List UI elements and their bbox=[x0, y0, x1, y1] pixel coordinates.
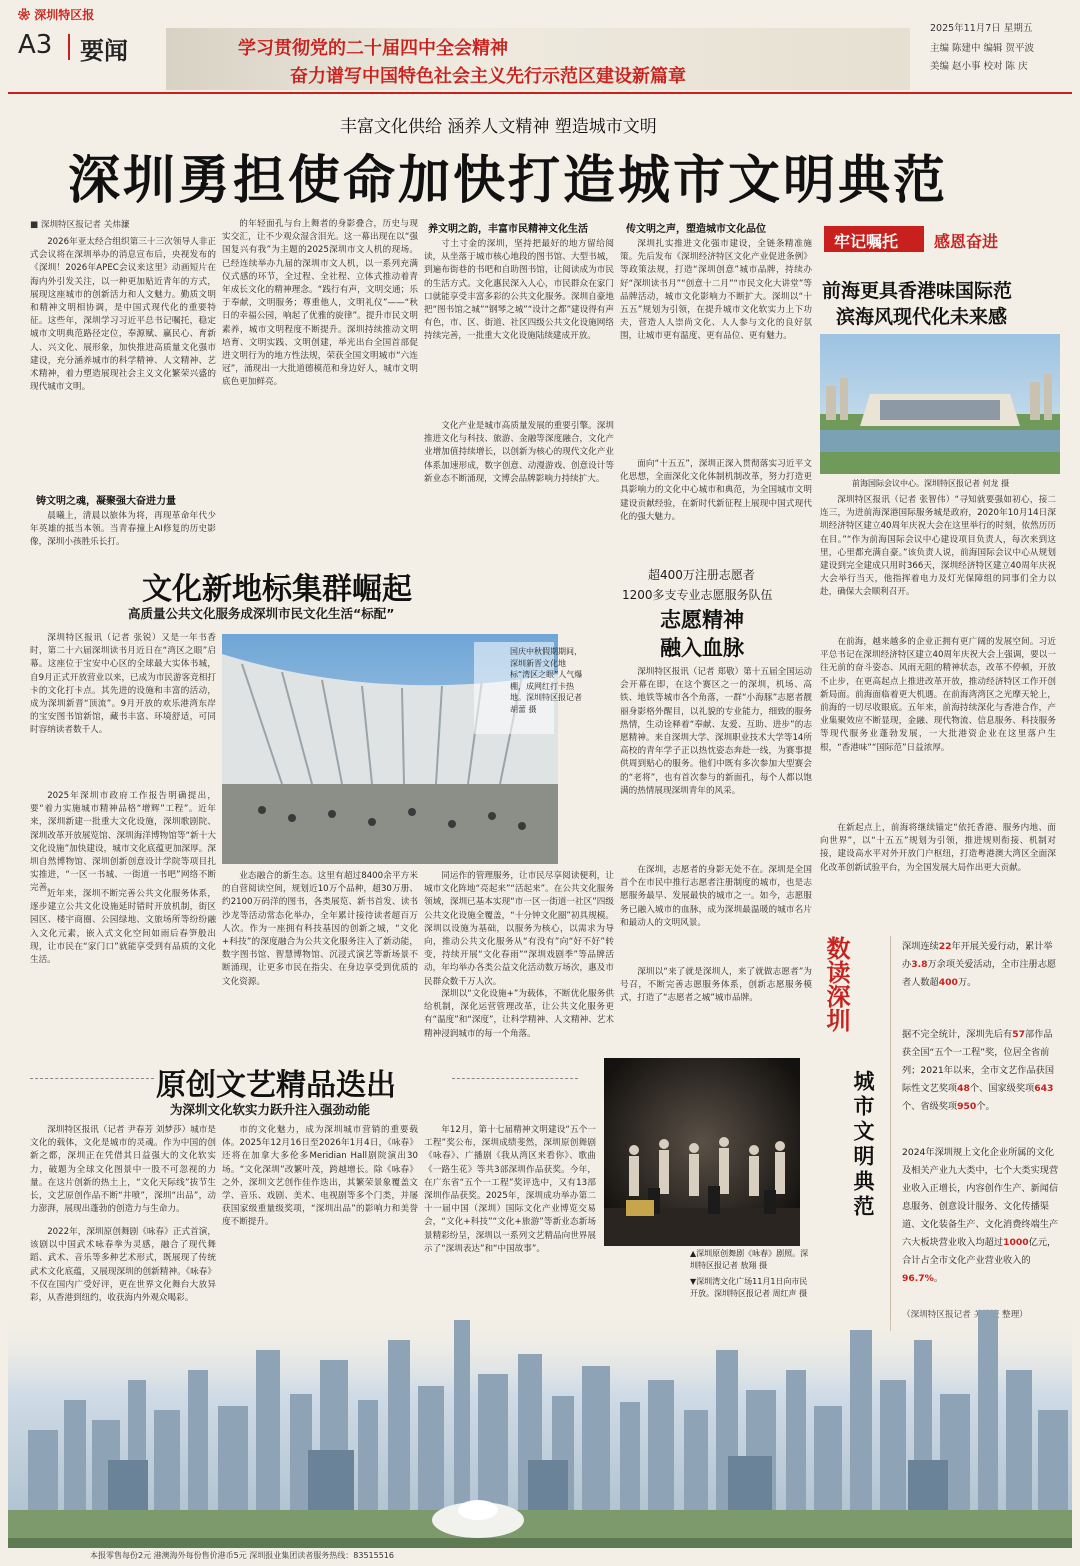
s4-caption2: ▼深圳湾文化广场11月1日向市民开放。深圳特区报记者 周红声 摄 bbox=[690, 1277, 808, 1298]
rail-tag1: 牢记嘱托 bbox=[834, 232, 899, 251]
lead-sub2: 养文明之韵，丰富市民精神文化生活 bbox=[428, 224, 588, 235]
section-name: 要闻 bbox=[80, 37, 128, 65]
qianhai-photo-svg bbox=[820, 334, 1060, 474]
stat1-volunteers: 400 bbox=[938, 977, 958, 988]
rail-tag2: 感恩奋进 bbox=[934, 232, 999, 251]
shudu-divider bbox=[890, 936, 891, 1331]
shudu-vertical-title: 城市文明典范 bbox=[851, 1070, 875, 1220]
s2-col1c: 近年来，深圳不断完善公共文化服务体系，逐步建立公共文化设施延时错时开放机制，街区园区、楼宇商圈、公园绿地、文旅场所等纷纷融入文化元素，嵌入式文化空间如雨后春笋般出现，让市民在“家门口”就能享受到有品质的文化生活。 bbox=[30, 889, 216, 966]
stat2-works: 57 bbox=[1012, 1029, 1026, 1040]
stat2-national: 643 bbox=[1034, 1083, 1054, 1094]
s2-col1: 深圳特区报讯（记者 张锐）又是一年书香时，第二十六届深圳读书月近日在“湾区之眼”启幕。这座位于宝安中心区的全球最大实体书城，自9月正式开放营业以来，已成为市民游客竞相打卡的文化打卡点。其先进的设施和丰富的活动，成为深圳新晋“顶流”。9月开放的欢乐港湾东岸的宝安图书馆新馆，藏书丰富、环境舒适，可同时容纳读者数千人。 bbox=[30, 633, 216, 736]
s3-title2: 融入血脉 bbox=[660, 636, 744, 660]
yongchun-photo-svg bbox=[604, 1058, 800, 1246]
issue-date: 2025年11月7日 星期五 bbox=[930, 23, 1033, 34]
editors-line1: 主编 陈建中 编辑 贺平波 bbox=[930, 43, 1035, 54]
stat2-intl: 48 bbox=[957, 1083, 970, 1094]
lead-col2: 的年轻面孔与台上舞者的身影叠合，历史与现实交汇，让不少观众湿含泪光。这一幕出现在以“强国复兴有我”为主题的2025深圳市文人机的现场。已经连续举办九届的深圳市文人机，以一系列充满仪式感的环节，全过程、全社程、立体式推动着青年成长文化的精神理念。“践行有声，文明交通；乐于奉献，文明服务；尊重他人，文明礼仪”——“秋日的幸福公园，响起了优雅的旋律”。提升市民文明素养，城市文明程度不断提升。深圳持续推动文明培育、文明实践、文明创建，举光出台全国首部促进文明行为的地方性法规，荣获全国文明城市“六连冠”，涌现出一大批道德模范和身边好人，城市文明底色更加鲜亮。 bbox=[222, 219, 418, 388]
rail-body3: 在新起点上，前海将继续锚定“依托香港、服务内地、面向世界”，以“十五五”规划为引领，推进规则衔接、机制对接，建设高水平对外开放门户枢纽，打造粤港澳大湾区全面深化改革创新试验平台，为全国发展大局作出更大贡献。 bbox=[820, 823, 1056, 873]
stat1-activities: 3.8 bbox=[911, 959, 928, 970]
s4-rule-left bbox=[30, 1078, 154, 1079]
lead-col4b: 面向“十五五”，深圳正深入贯彻落实习近平文化思想，全面深化文化体制机制改革，努力打造更具影响力的文化中心城市和典范，为全国城市文明建设贡献经验，在新时代新征程上展现中国式现代化的强大魅力。 bbox=[620, 459, 812, 522]
lead-sub1: 铸文明之魂，凝聚强大奋进力量 bbox=[36, 496, 176, 507]
shudu-tag: 数读深圳 bbox=[822, 936, 850, 1032]
s2-col2: 业态融合的新生态。这里有超过8400余平方米的自营阅读空间，规划近10万个品种，超30万册、约2100万码洋的图书，各类展览、新书首发、读书沙龙等活动常态化举办，全年累计接待读者超百万人次。作为一座拥有科技基因的创新之城，“文化+科技”的深度融合为公共文化服务注入了新动能，数字图书馆、智慧博物馆、沉浸式演艺等新场景不断涌现，让更多市民在指尖、在身边享受到优质的文化资源。 bbox=[222, 871, 418, 987]
s2-title: 文化新地标集群崛起 bbox=[142, 572, 412, 607]
lead-col3: 寸土寸金的深圳，坚持把最好的地方留给阅读，从坐落于城市核心地段的图书馆、大型书城，到遍布街巷的书吧和自助图书馆，让阅读成为市民的生活方式。文化惠民深入人心，市民群众在家门口就能享受丰富多彩的公共文化服务。深圳自豪地把“图书馆之城”“钢琴之城”“设计之都”建设得有声有色，市、区、街道、社区四级公共文化设施网络持续完善，一批重大文化设施陆续建成开放。 bbox=[424, 239, 614, 342]
bay-eye-photo bbox=[222, 634, 558, 864]
stat1-end: 万。 bbox=[957, 977, 977, 988]
s4-col2: 市的文化魅力，成为深圳城市营销的重要载体。2025年12月16日至2026年1月4日，《咏春》还将在加拿大多伦多Meridian Hall剧院演出30场。“文化深圳”改繁叶茂，跨越增长。除《咏春》之外，深圳文艺创作佳作迭出，其繁荣景象覆盖文学、音乐、戏剧、美术、电视剧等多个门类，并屡获国家级重量级奖项，“深圳出品”的影响力和美誉度不断提升。 bbox=[222, 1125, 418, 1228]
stat3-share: 96.7% bbox=[902, 1273, 934, 1284]
shudu-box bbox=[818, 930, 1064, 1340]
skyline-photo-svg bbox=[8, 1310, 1072, 1548]
stat1-years: 22 bbox=[938, 941, 952, 952]
header-rule bbox=[8, 92, 1072, 94]
stat1-pre: 深圳连续 bbox=[902, 941, 939, 952]
s3-kicker1: 超400万注册志愿者 bbox=[648, 568, 755, 582]
shudu-stat2 bbox=[902, 1026, 1060, 1116]
byline-text: 深圳特区报记者 关炜濂 bbox=[40, 220, 130, 230]
s3-kicker2: 1200多支专业志愿服务队伍 bbox=[622, 588, 773, 602]
stat2-provincial: 950 bbox=[957, 1101, 977, 1112]
s4-col1: 深圳特区报讯（记者 尹春芳 刘梦莎）城市是文化的载体，文化是城市的灵魂。作为中国的创新之都，深圳正在凭借其日益强大的文化软实力，破题为全球文化图景中一股不可忽视的力量。在这片创新的热土上，“文化天际线”拔节生长，文艺原创作品不断“井喷”，深圳“出品”，动力澎湃，展现出蓬勃的创造力与生命力。 bbox=[30, 1125, 216, 1215]
s4-col1b: 2022年，深圳原创舞剧《咏春》正式首演，该剧以中国武术咏春拳为灵感，融合了现代舞蹈、武术、音乐等多种艺术形式，既展现了传统武术文化底蕴，又展现深圳的创新精神。《咏春》不仅在国内广受好评，更在世界文化舞台大放异彩，从香港到纽约，收获海内外观众喝彩。 bbox=[30, 1227, 216, 1304]
lead-col1b: 晨曦上，清晨以旅体为将，再现革命年代少年英雄的抵当本领。当青春撞上AI修复的历史影像，深圳小孩胜乐长打。 bbox=[30, 511, 216, 548]
lead-byline bbox=[30, 218, 130, 230]
stat2-mid3: 个、省级奖项 bbox=[902, 1101, 958, 1112]
stat3-revenue: 1000 bbox=[1003, 1237, 1029, 1248]
logo-icon: ❀ bbox=[18, 8, 31, 22]
rail-tag bbox=[824, 226, 1056, 254]
stat3-mid: 亿元，合计占全市文化产业营业收入的 bbox=[902, 1237, 1057, 1266]
masthead-logo bbox=[18, 6, 94, 23]
s2-subtitle: 高质量公共文化服务成深圳市民文化生活“标配” bbox=[128, 606, 395, 621]
stat3-end: 。 bbox=[933, 1273, 944, 1284]
s4-title: 原创文艺精品迭出 bbox=[156, 1068, 396, 1103]
s2-col1b: 2025年深圳市政府工作报告明确提出，要“着力实施城市精神品格“增辉”工程”。近年来，深圳新建一批重大文化设施，深圳歌剧院、深圳改革开放展览馆、深圳海洋博物馆等“新十大文化设施”加快建设，城市文化底蕴更加深厚。深圳自然博物馆、深圳创新创意设计学院等项目扎实推进，“一区一书城、一街道一书吧”网络不断完善。 bbox=[30, 791, 216, 894]
stat2-pre: 据不完全统计，深圳先后有 bbox=[902, 1029, 1013, 1040]
bay-eye-photo-svg bbox=[222, 634, 558, 864]
bay-eye-caption: 国庆中秋假期期间，深圳新晋文化地标“湾区之眼”人气爆棚，成网红打卡热地。深圳特区报记者 胡蕾 摄 bbox=[510, 647, 583, 714]
lead-kicker: 丰富文化供给 涵养人文精神 塑造城市文明 bbox=[340, 117, 657, 137]
stat2-mid: 部作品获全国“五个一工程”奖，位居全省前列；2021年以来，全市文艺作品获国际性文艺奖项 bbox=[902, 1029, 1055, 1094]
stat1-mid: 年开展关爱行动，累计举办 bbox=[902, 941, 1053, 970]
banner-line1: 学习贯彻党的二十届四中全会精神 bbox=[238, 38, 508, 59]
qianhai-photo-caption: 前海国际会议中心。深圳特区报记者 何龙 摄 bbox=[852, 479, 1010, 488]
s4-subtitle: 为深圳文化软实力跃升注入强劲动能 bbox=[170, 1102, 371, 1117]
s4-col3: 年12月，第十七届精神文明建设“五个一工程”奖公布，深圳成绩斐然，深圳原创舞剧《咏春》、广播剧《我从湾区来看你》、歌曲《一路生花》等共3部深圳作品获奖。今年，在广东省“五个一工程”奖评选中，又有13部深圳作品获奖。2025年，深圳成功举办第二十一届中国（深圳）国际文化产业博览交易会，“文化+科技”“文化+旅游”等新业态新场景精彩纷呈，深圳以一系列文艺精品向世界展示了“深圳表达”和“中国故事”。 bbox=[424, 1125, 596, 1254]
s3-body2: 在深圳，志愿者的身影无处不在。深圳是全国首个在市民中推行志愿者注册制度的城市，也是志愿服务最早、发展最快的城市之一。如今，志愿服务已融入城市的血脉，成为深圳最温暖的城市名片和最动人的文明风景。 bbox=[620, 865, 812, 928]
byline-square-icon: ■ bbox=[30, 220, 39, 230]
page-number: A3 bbox=[18, 30, 53, 60]
lead-col3b: 文化产业是城市高质量发展的重要引擎。深圳推进文化与科技、旅游、金融等深度融合，文化产业增加值持续增长，以创新为核心的现代文化产业体系加速形成，数字创意、动漫游戏、创意设计等新业态不断涌现，文博会品牌影响力持续扩大。 bbox=[424, 421, 614, 484]
lead-col1: 2026年亚太经合组织第三十三次领导人非正式会议将在深圳举办的消息宣布后，央视发布的《深圳！2026年APEC会议来这里》动画短片在海内外引发关注，以一种更加贴近青年的方式，展现这座城市的创新活力和人文魅力。勤质文明和精神文明相协调，是中国式现代化的重要特征。这些年，深圳学习习近平总书记嘱托，稳定城市文明典范路径定位，奉源赋、赢民心、育新人、兴文化、展形象，加快推进高质量文化强市建设，充分涵养城市的科学精神、人文精神、艺术精神，着力塑造展现社会主义文化繁荣兴盛的现代城市文明。 bbox=[30, 237, 216, 393]
stat3-pre: 2024年深圳规上文化企业所属的文化及相关产业九大类中，七个大类实现营业收入正增长，内容创作生产、新闻信息服务、创意设计服务、文化传播渠道、文化装备生产、文化消费终端生产六大板块营业收入均超过 bbox=[902, 1147, 1059, 1248]
header-divider bbox=[68, 34, 70, 60]
s4-caption1: ▲深圳原创舞剧《咏春》剧照。深圳特区报记者 敖翔 摄 bbox=[690, 1249, 809, 1270]
s3-body: 深圳特区报讯（记者 郑敬）第十五届全国运动会开幕在即，在这个赛区之一的深圳，机场、高铁、地铁等城市各个角落，一群“小海豚”志愿者靓丽身影格外醒目，以礼貌的专业能力，细致的服务热情，生动诠释着“奉献、友爱、互助、进步”的志愿精神。来自深圳大学、深圳职业技术大学等14所高校的青年学子正以热忱姿态奔赴一线，为赛事提供周到贴心的服务。他们中既有多次参加大型赛会的“老将”，也有首次参与的新面孔，每个人都以饱满的热情展现深圳青年的风采。 bbox=[620, 667, 812, 796]
s3-title1: 志愿精神 bbox=[660, 608, 744, 632]
banner-line2: 奋力谱写中国特色社会主义先行示范区建设新篇章 bbox=[290, 66, 686, 87]
paper-name: 深圳特区报 bbox=[34, 8, 95, 22]
rail-title2: 滨海风现代化未来感 bbox=[836, 306, 1008, 328]
lead-title: 深圳勇担使命加快打造城市文明典范 bbox=[68, 151, 949, 211]
lead-col4: 深圳扎实推进文化强市建设，全链条精准施策。先后发布《深圳经济特区文化产业促进条例》等政策法规，打造“深圳创意”城市品牌，持续办好“深圳读书月”“创意十二月”“市民文化大讲堂”等品牌活动，城市文化影响力不断扩大。深圳以“十五五”规划为引领，在提升城市文化软实力上下功夫，营造人人崇尚文化、人人参与文化的良好氛围，让城市更有温度、更有品位、更有魅力。 bbox=[620, 239, 812, 342]
s3-body3: 深圳以“来了就是深圳人，来了就做志愿者”为号召，不断完善志愿服务体系，创新志愿服务模式，打造了“志愿者之城”城市品牌。 bbox=[620, 967, 812, 1004]
lead-sub3: 传文明之声，塑造城市文化品位 bbox=[626, 224, 766, 235]
s2-col3: 同运作的管理服务，让市民尽享阅读便利，让城市文化阵地“亮起来”“活起来”。在公共文化服务领域，深圳已基本实现“市一区一街道一社区”四级公共文化设施全覆盖，“十分钟文化圈”初具规模。深圳以设施为基础，以服务为核心，以需求为导向，推动公共文化服务从“有没有”向“好不好”转变，持续开展“文化春雨”“深圳戏剧季”等品牌活动，年均举办各类公益文化活动数万场次，惠及市民群众数千万人次。 bbox=[424, 871, 614, 987]
rail-title1: 前海更具香港味国际范 bbox=[822, 280, 1013, 302]
editors-line2: 美编 赵小事 校对 陈 庆 bbox=[930, 61, 1028, 72]
stat1-mid2: 万余项关爱活动，全市注册志愿者人数超 bbox=[902, 959, 1057, 988]
yongchun-photo bbox=[604, 1058, 800, 1246]
shudu-stat3 bbox=[902, 1144, 1060, 1288]
qianhai-photo bbox=[820, 334, 1060, 474]
stat2-end: 个。 bbox=[976, 1101, 995, 1112]
skyline-photo bbox=[8, 1310, 1072, 1548]
footer-text: 本报零售每份2元 港澳海外每份售价港币5元 深圳报业集团读者服务热线：83515516 bbox=[90, 1551, 394, 1560]
header-banner bbox=[166, 28, 910, 90]
rail-body2: 在前海，越来越多的企业正拥有更广阔的发展空间。习近平总书记在深圳经济特区建立40周年庆祝大会上强调，要以一往无前的奋斗姿态、风雨无阻的精神状态，改革不停顿，开放不止步，在更高起点上推进改革开放，推动经济特区工作开创新局面。前海面临着更大机遇。在前海湾湾区之光摩天轮上，前海的一切尽收眼底。五年来，前海持续深化与香港合作，产业集聚效应不断显现，金融、现代物流、信息服务、科技服务等现代服务业蓬勃发展，一大批港资企业在这里落户生根，“香港味”“国际范”日益浓厚。 bbox=[820, 637, 1056, 753]
s2-col3b: 深圳以“文化设施+”为载体，不断优化服务供给机制，深化运营管理改革，让公共文化服务更有“温度”和“深度”，让科学精神、人文精神、艺术精神浸润城市的每一个角落。 bbox=[424, 989, 614, 1039]
shudu-stat1 bbox=[902, 938, 1060, 992]
stat2-mid2: 个、国家级奖项 bbox=[969, 1083, 1035, 1094]
rail-body1: 深圳特区报讯（记者 张智伟）“寻知就要强如初心，接二连三，为进前海深港国际服务城是政府，2020年10月14日深圳经济特区建立40周年庆祝大会在这里举行的时刻，依然历历在目。”“作为前海国际会议中心建设项目负责人，每次来到这里，心里都充满自豪。”该负责人说，前海国际会议中心从规划建设到完全建成只用时366天，深圳经济特区建立40周年庆祝大会举行当天，他指挥着电力及灯光保障组的同事们全力以赴，确保大会顺利召开。 bbox=[820, 495, 1056, 598]
s4-rule-right bbox=[452, 1078, 578, 1079]
